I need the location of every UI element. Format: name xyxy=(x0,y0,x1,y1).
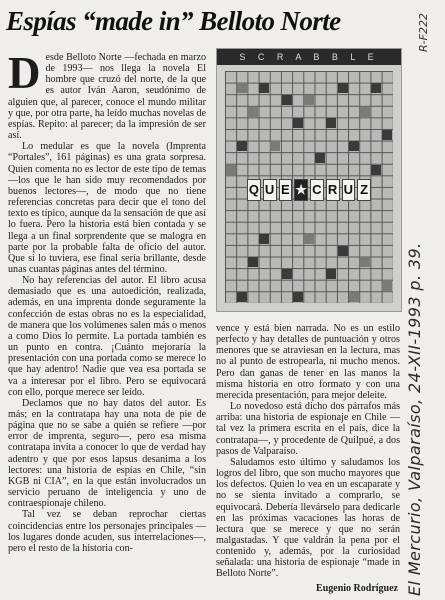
board-square xyxy=(259,234,269,244)
letter-tile: R xyxy=(326,179,340,201)
board-square xyxy=(237,141,247,151)
board-header: S C R A B B L E xyxy=(217,49,401,65)
board-square xyxy=(237,292,247,302)
letter-tile: Q xyxy=(247,179,261,201)
board-square xyxy=(304,234,314,244)
board-square xyxy=(248,107,258,117)
board-square xyxy=(293,292,303,302)
paragraph: Tal vez se deban reprochar ciertas coincidencias entre los personajes principales —los lugares donde acuden, sus interrelaciones—, pero el resto de la historia con- xyxy=(8,509,206,554)
board-square xyxy=(237,83,247,93)
board-square xyxy=(293,118,303,128)
board-square xyxy=(349,292,359,302)
handwritten-source-note: El Mercurio, Valparaíso, 24-XII-1993 p. 39. xyxy=(405,242,424,596)
article-column-1 xyxy=(8,48,206,554)
paragraph: Lo novedoso está dicho dos párrafos más arriba: una historia de espionaje en Chile —tal vez la primera escrita en el país, dice la contratapa—, y procedente de Quilpué, a dos pasos de Valparaíso. xyxy=(216,401,400,457)
paragraph: No hay referencias del autor. El libro acusa demasiado que es una autoedición, realizada, además, en una imprenta donde seguramente la confección de estas obras no es la especialidad, de manera que los volúmenes salen más o menos a como Dios lo permite. La portada también es un punto en contra. ¡Cuánto mejoraría la presentación con una portada como se merece lo que hay adentro! Nadie que vea esa portada se va a interesar por el libro. Pero se equivocará con ello, porque merece ser leído. xyxy=(8,275,206,398)
paragraph: Desde Belloto Norte —fechada en marzo de 1993— nos llega la novela El hombre que cruzó del norte, de la que es autor Iván Aaron, seudónimo de alguien que, al parecer, conoce el mundo militar y que, por otra parte, ha leído muchas novelas de espías. Repito: al parecer; da la impresión de ser así. xyxy=(8,48,206,142)
board-square xyxy=(226,165,236,175)
board-square xyxy=(371,165,381,175)
handwritten-reference: R-F222 xyxy=(417,13,430,52)
board-square xyxy=(282,95,292,105)
board-square xyxy=(326,118,336,128)
board-square xyxy=(304,95,314,105)
paragraph: Declamos que no hay datos del autor. Es más; en la contratapa hay una nota de pie de página que no se sabe a quién se refiere —por error de imprenta, seguro—, pero esa misma contratapa invita a conocer lo que de verdad hay adentro y que por esos lapsus desanima a los lectores: una historia de espías en Chile, “sin KGB ni CIA”, en la que están involucrados un servicio peruano de inteligencia y uno de contraespionaje chileno. xyxy=(8,397,206,510)
letter-tile: Z xyxy=(357,179,371,201)
board-square xyxy=(360,257,370,267)
board-square xyxy=(270,141,280,151)
word-tiles xyxy=(247,179,371,201)
board-square xyxy=(248,257,258,267)
board-square xyxy=(349,141,359,151)
article-column-2 xyxy=(216,323,400,594)
board-square xyxy=(371,83,381,93)
star-tile: ★ xyxy=(294,179,308,201)
board-square xyxy=(382,281,392,291)
drop-cap: D xyxy=(8,48,41,98)
board-square xyxy=(382,130,392,140)
letter-tile: U xyxy=(263,179,277,201)
scrabble-board-photo xyxy=(216,48,402,312)
board-square xyxy=(360,107,370,117)
letter-tile: U xyxy=(342,179,356,201)
board-square xyxy=(259,83,269,93)
paragraph: vence y está bien narrada. No es un estilo perfecto y hay detalles de puntuación y otros menores que se atraviesan en la lectura, mas no al punto de estropearla, ni mucho menos. Pero dan ganas de tener en las manos la misma historia en otro formato y con una merecida presentación, para mejor deleite. xyxy=(216,323,400,401)
board-square xyxy=(282,269,292,279)
paragraph: Lo medular es que la novela (Imprenta “Portales”, 161 páginas) es una grata sorpresa. Quien comenta no es lector de este tipo de temas —los que le han sido muy recomendados por buenos lectores—, de modo que no tiene referencias concretas para decir que el tono del texto es típico, aunque da la sensación de que así lo fuera. Pero la historia está bien contada y se llega a un final sorprendente que se malogra en parte por la probable falta de oficio del autor. Que si lo tuviera, ese final sería brillante, desde unas cuantas páginas antes del término. xyxy=(8,141,206,275)
board-square xyxy=(338,83,348,93)
letter-tile: C xyxy=(310,179,324,201)
paragraph: Saludamos esto último y saludamos los logros del libro, que son mucho mayores que los defectos. Quien lo vea en un escaparate y no se sienta invitado a comprarlo, se equivocará. Debería llevárselo para dedicarle en las próximas vacaciones las horas de lectura que se merece y que no serán malgastadas. Y que valdrán la pena por el contenido y, además, por la curiosidad señalada: una historia de espionaje “made in Belloto Norte”. xyxy=(216,456,400,580)
letter-tile: E xyxy=(279,179,293,201)
article-headline: Espías “made in” Belloto Norte xyxy=(6,6,341,36)
author-byline: Eugenio Rodríguez xyxy=(316,582,398,594)
board-square xyxy=(315,153,325,163)
board-square xyxy=(326,269,336,279)
board-square xyxy=(338,246,348,256)
